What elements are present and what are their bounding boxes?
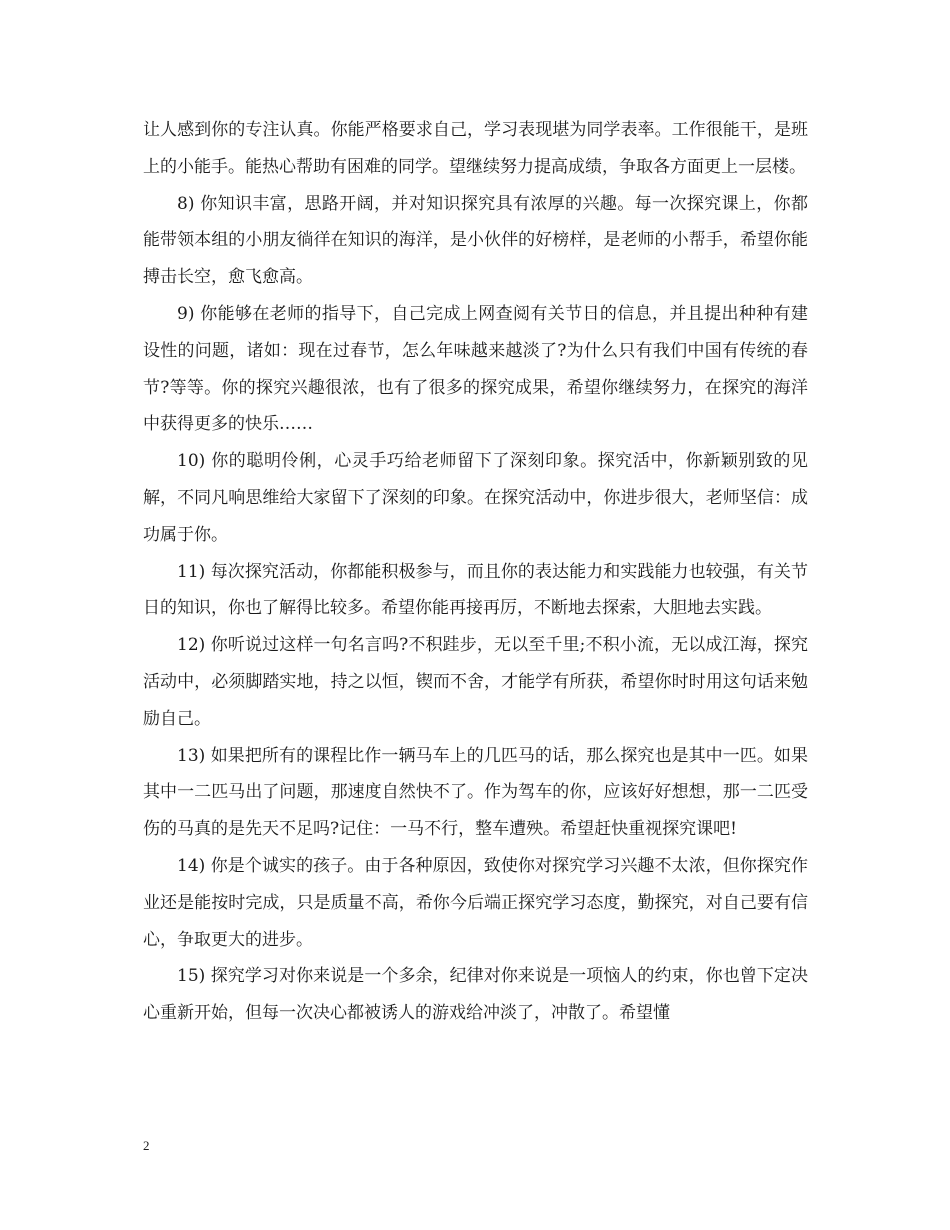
paragraph-item-14: 14) 你是个诚实的孩子。由于各种原因，致使你对探究学习兴趣不太浓，但你探究作业还是能按时完成，只是质量不高，希你今后端正探究学习态度，勤探究，对自己要有信心，争取更大的进步。 (143, 855, 808, 950)
paragraph-item-13: 13) 如果把所有的课程比作一辆马车上的几匹马的话，那么探究也是其中一匹。如果其中一二匹马出了问题，那速度自然快不了。作为驾车的你，应该好好想想，那一二匹受伤的马真的是先天不足吗?记住：一马不行，整车遭殃。希望赶快重视探究课吧! (143, 745, 808, 840)
paragraph-continuation: 让人感到你的专注认真。你能严格要求自己，学习表现堪为同学表率。工作很能干，是班上的小能手。能热心帮助有困难的同学。望继续努力提高成绩，争取各方面更上一层楼。 (143, 120, 808, 177)
paragraph-item-8: 8) 你知识丰富，思路开阔，并对知识探究具有浓厚的兴趣。每一次探究课上，你都能带领本组的小朋友徜徉在知识的海洋，是小伙伴的好榜样，是老师的小帮手，希望你能搏击长空，愈飞愈高。 (143, 193, 808, 288)
paragraph-item-9: 9) 你能够在老师的指导下，自己完成上网查阅有关节日的信息，并且提出种种有建设性的问题，诸如：现在过春节，怎么年味越来越淡了?为什么只有我们中国有传统的春节?等等。你的探究兴趣很浓，也有了很多的探究成果，希望你继续努力，在探究的海洋中获得更多的快乐…… (143, 303, 808, 435)
paragraph-item-12: 12) 你听说过这样一句名言吗?不积跬步，无以至千里;不积小流，无以成江海，探究活动中，必须脚踏实地，持之以恒，锲而不舍，才能学有所获，希望你时时用这句话来勉励自己。 (143, 635, 808, 729)
paragraph-item-10: 10) 你的聪明伶俐，心灵手巧给老师留下了深刻印象。探究活中，你新颖别致的见解，不同凡响思维给大家留下了深刻的印象。在探究活动中，你进步很大，老师坚信：成功属于你。 (143, 451, 808, 545)
page-number: 2 (143, 1138, 150, 1153)
paragraph-item-11: 11) 每次探究活动，你都能积极参与，而且你的表达能力和实践能力也较强，有关节日的知识，你也了解得比较多。希望你能再接再厉，不断地去探索，大胆地去实践。 (143, 561, 808, 619)
document-body (143, 112, 808, 1032)
paragraph-item-15: 15) 探究学习对你来说是一个多余，纪律对你来说是一项恼人的约束，你也曾下定决心重新开始，但每一次决心都被诱人的游戏给冲淡了，冲散了。希望懂 (143, 966, 808, 1024)
